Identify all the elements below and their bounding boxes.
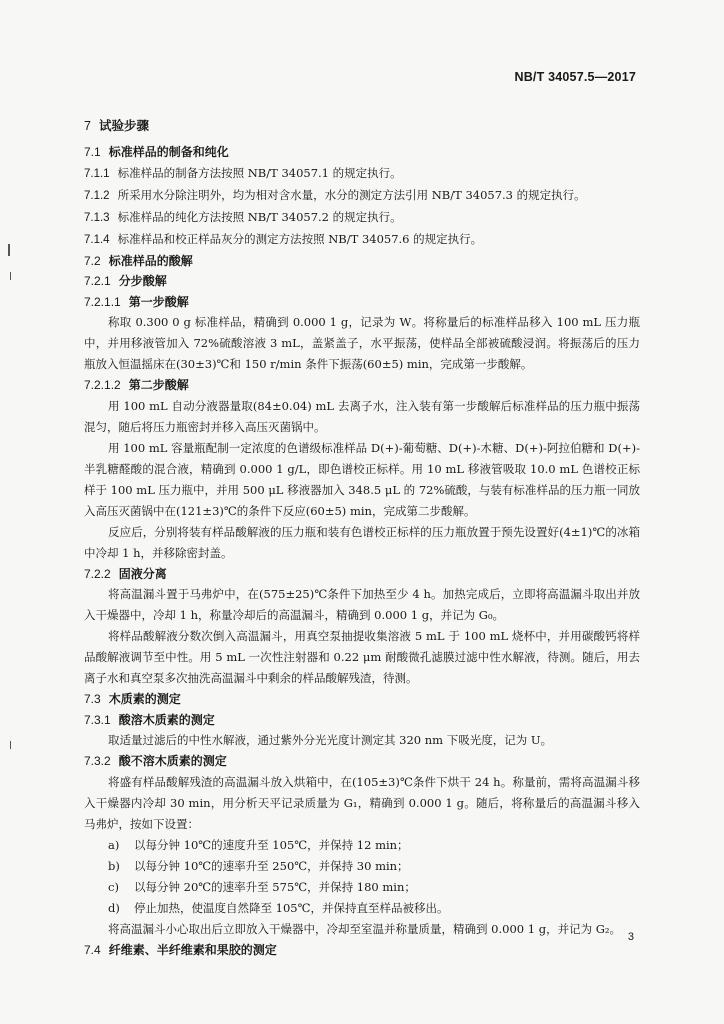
- section-title: 试验步骤: [98, 118, 149, 133]
- paragraph: 用 100 mL 容量瓶配制一定浓度的色谱级标准样品 D(+)-葡萄糖、D(+)-木糖、D(+)-阿拉伯糖和 D(+)-半乳糖醛酸的混合液，精确到 0.000 1 g/L，即色谱校正标样。用 10 mL 移液管吸取 10.0 mL 色谱校正标样于 100 mL 压力瓶中，并用 500 μL 移液器加入 348.5 μL 的 72%硫酸，与装有标准样品的压力瓶一同放入高压灭菌锅中在(121±3)℃的条件下反应(60±5) min，完成第二步酸解。: [84, 440, 640, 518]
- clause-number: 7.1.3: [84, 211, 110, 224]
- clause: [84, 163, 640, 185]
- clause-title: 第二步酸解: [128, 378, 189, 392]
- section-number: 7: [84, 119, 91, 133]
- list-item: [84, 835, 640, 856]
- list-label: a): [108, 837, 120, 852]
- subsection-number: 7.1: [84, 145, 101, 159]
- scan-mark: [10, 741, 11, 749]
- list-item: [84, 877, 640, 898]
- subsection-number: 7.2: [84, 253, 101, 268]
- list-text: 以每分钟 10℃的速率升至 250℃，并保持 30 min；: [134, 858, 409, 873]
- clause: [84, 185, 640, 207]
- section-heading: [84, 116, 640, 136]
- clause-text: 所采用水分除注明外，均为相对含水量，水分的测定方法引用 NB/T 34057.3 的规定执行。: [117, 187, 586, 202]
- clause: [84, 229, 640, 251]
- list-label: c): [108, 879, 119, 894]
- clause-text: 标准样品的纯化方法按照 NB/T 34057.2 的规定执行。: [117, 209, 402, 224]
- subsection-heading: [84, 251, 640, 272]
- scan-mark: [10, 272, 11, 280]
- clause-heading: [84, 375, 640, 396]
- subsubsection-number: 7.2.2: [84, 566, 111, 581]
- paragraph: 将高温漏斗小心取出后立即放入干燥器中，冷却至室温并称量质量，精确到 0.000 1 g，并记为 G₂。: [108, 921, 622, 936]
- clause-number: 7.1.1: [84, 167, 110, 180]
- list-label: d): [108, 900, 120, 915]
- subsubsection-title: 固液分离: [118, 566, 167, 581]
- subsection-heading: [84, 689, 640, 710]
- list-label: b): [108, 858, 120, 873]
- subsection-number: 7.4: [84, 942, 101, 957]
- subsubsection-number: 7.2.1: [84, 274, 111, 288]
- subsection-heading: [84, 142, 640, 163]
- clause-number: 7.2.1.1: [84, 294, 121, 309]
- subsubsection-heading: [84, 271, 640, 292]
- subsection-title: 标准样品的酸解: [108, 253, 193, 268]
- standard-code: NB/T 34057.5—2017: [514, 70, 636, 84]
- subsection-number: 7.3: [84, 692, 101, 706]
- subsection-title: 木质素的测定: [108, 692, 181, 706]
- clause-number: 7.1.4: [84, 233, 110, 246]
- list-text: 以每分钟 20℃的速率升至 575℃，并保持 180 min；: [134, 879, 416, 894]
- paragraph: 称取 0.300 0 g 标准样品，精确到 0.000 1 g，记录为 W。将称量后的标准样品移入 100 mL 压力瓶中，并用移液管加入 72%硫酸溶液 3 mL，盖紧盖子，水平振荡，使样品全部被硫酸浸润。将振荡后的压力瓶放入恒温摇床在(30±3)℃和 150 r/min 条件下振荡(60±5) min，完成第一步酸解。: [84, 315, 640, 371]
- clause-heading: [84, 292, 640, 313]
- paragraph: 取适量过滤后的中性水解液，通过紫外分光光度计测定其 320 nm 下吸光度，记为 U。: [108, 733, 553, 747]
- subsubsection-title: 分步酸解: [118, 274, 167, 288]
- scan-mark: [8, 244, 10, 256]
- subsubsection-number: 7.3.1: [84, 712, 111, 727]
- subsection-heading: [84, 940, 640, 961]
- clause-text: 标准样品和校正样品灰分的测定方法按照 NB/T 34057.6 的规定执行。: [117, 231, 483, 246]
- subsubsection-number: 7.3.2: [84, 754, 111, 768]
- subsubsection-heading: [84, 710, 640, 731]
- subsubsection-heading: [84, 751, 640, 772]
- subsubsection-title: 酸不溶木质素的测定: [118, 754, 227, 768]
- subsubsection-title: 酸溶木质素的测定: [118, 712, 215, 727]
- clause: [84, 207, 640, 229]
- page-number: 3: [627, 931, 634, 943]
- paragraph: 反应后，分别将装有样品酸解液的压力瓶和装有色谱校正标样的压力瓶放置于预先设置好(4±1)℃的冰箱中冷却 1 h，并移除密封盖。: [84, 524, 640, 560]
- list-text: 以每分钟 10℃的速度升至 105℃，并保持 12 min；: [134, 837, 409, 852]
- paragraph: 将盛有样品酸解残渣的高温漏斗放入烘箱中，在(105±3)℃条件下烘干 24 h。称量前，需将高温漏斗移入干燥器内冷却 30 min，用分析天平记录质量为 G₁，精确到 0.000 1 g。随后，将称量后的高温漏斗移入马弗炉，按如下设置：: [84, 774, 640, 831]
- subsection-title: 纤维素、半纤维素和果胶的测定: [108, 942, 277, 957]
- clause-title: 第一步酸解: [128, 294, 189, 309]
- main-content: [84, 116, 640, 960]
- paragraph: 将高温漏斗置于马弗炉中，在(575±25)℃条件下加热至少 4 h。加热完成后，立即将高温漏斗取出并放入干燥器中，冷却 1 h，称量冷却后的高温漏斗，精确到 0.000 1 g，并记为 G₀。: [84, 587, 640, 622]
- clause-number: 7.1.2: [84, 189, 110, 202]
- clause-number: 7.2.1.2: [84, 378, 121, 392]
- paragraph: 用 100 mL 自动分液器量取(84±0.04) mL 去离子水，注入装有第一步酸解后标准样品的压力瓶中振荡混匀，随后将压力瓶密封并移入高压灭菌锅中。: [84, 398, 640, 434]
- list-item: [84, 898, 640, 919]
- subsubsection-heading: [84, 564, 640, 585]
- subsection-title: 标准样品的制备和纯化: [108, 145, 229, 159]
- clause-text: 标准样品的制备方法按照 NB/T 34057.1 的规定执行。: [117, 165, 402, 180]
- list-item: [84, 856, 640, 877]
- list-text: 停止加热，使温度自然降至 105℃，并保持直至样品被移出。: [134, 900, 449, 915]
- paragraph: 将样品酸解液分数次倒入高温漏斗，用真空泵抽提收集溶液 5 mL 于 100 mL 烧杯中，并用碳酸钙将样品酸解液调节至中性。用 5 mL 一次性注射器和 0.22 μm 耐酸微孔滤膜过滤中性水解液，待测。随后，用去离子水和真空泵多次抽洗高温漏斗中剩余的样品酸解残渣，待测。: [84, 629, 640, 685]
